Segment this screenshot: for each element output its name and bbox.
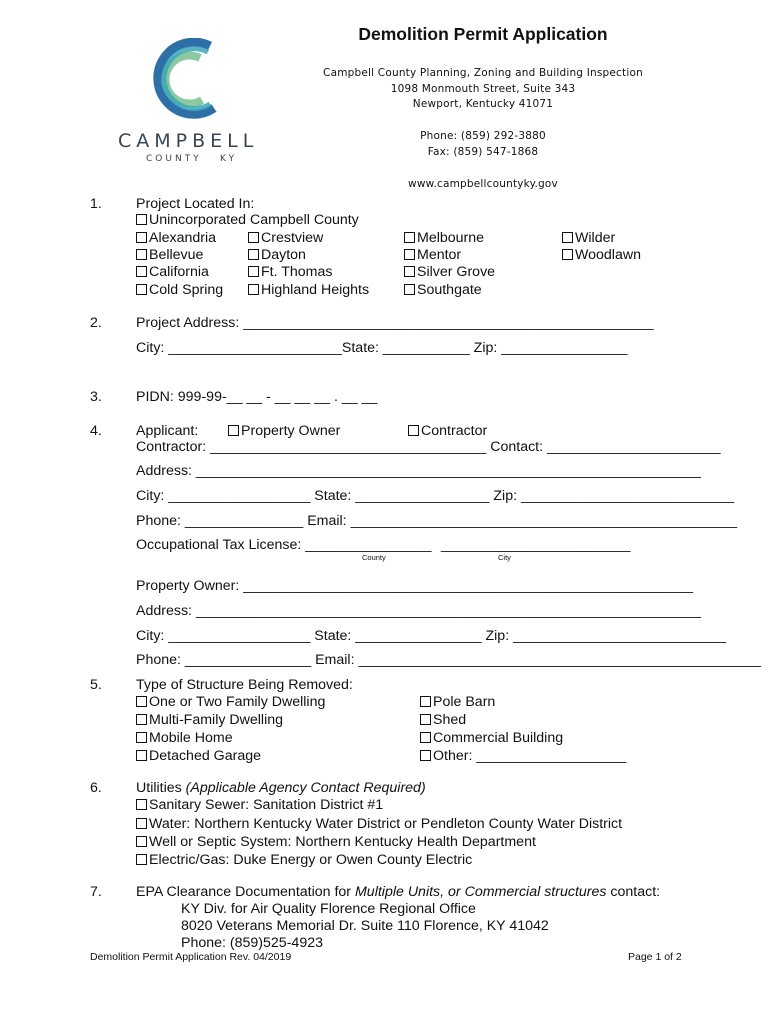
option-label: Silver Grove [417, 264, 496, 280]
option-label: Mobile Home [149, 730, 233, 746]
option-label: Highland Heights [261, 282, 370, 298]
option-label: Other: ___________________ [433, 748, 627, 764]
checkbox-icon[interactable] [248, 266, 259, 277]
occupational-tax-city-field[interactable]: ________________________ [441, 537, 631, 553]
option-label: Unincorporated Campbell County [149, 212, 359, 228]
occupational-tax-license-field[interactable]: Occupational Tax License: ________________ [136, 537, 432, 553]
footer-page-number: Page 1 of 2 [628, 951, 682, 963]
city-option-alexandria[interactable] [136, 230, 216, 247]
option-label: Cold Spring [149, 282, 224, 298]
city-option-dayton[interactable] [248, 247, 306, 264]
checkbox-icon[interactable] [404, 266, 415, 277]
logo-name: CAMPBELL [118, 130, 259, 152]
checkbox-icon[interactable] [136, 799, 147, 810]
option-label: Bellevue [149, 247, 204, 263]
pidn-field[interactable]: PIDN: 999-99-__ __ - __ __ __ . __ __ [136, 389, 378, 405]
structure-option-pole-barn[interactable] [420, 694, 495, 711]
applicant-contractor-option[interactable] [408, 423, 487, 440]
dept-fax: Fax: (859) 547-1868 [427, 146, 539, 158]
option-label: Wilder [575, 230, 616, 246]
city-option-highland-heights[interactable] [248, 282, 369, 299]
logo-c-mark-icon [110, 38, 280, 128]
city-option-silver-grove[interactable] [404, 264, 495, 281]
epa-text-c: contact: [606, 884, 661, 900]
structure-option-shed[interactable] [420, 712, 466, 729]
epa-text-b: Multiple Units, or Commercial structures [354, 884, 607, 900]
contractor-address-field[interactable]: Address: ________________________________________________________________ [136, 463, 701, 479]
utility-option-sewer[interactable] [136, 797, 383, 814]
checkbox-icon[interactable] [404, 249, 415, 260]
option-label: Commercial Building [433, 730, 564, 746]
city-option-cold-spring[interactable] [136, 282, 223, 299]
page-title: Demolition Permit Application [358, 24, 608, 44]
structure-option-detached-garage[interactable] [136, 748, 261, 765]
logo-state: KY [220, 154, 238, 164]
contractor-contact-field[interactable]: Contractor: ___________________________________ Contact: ______________________ [136, 439, 721, 455]
checkbox-icon[interactable] [136, 696, 147, 707]
option-label: Property Owner [241, 423, 341, 439]
county-caption: County [362, 553, 386, 562]
option-label: Southgate [417, 282, 482, 298]
epa-office-phone: Phone: (859)525-4923 [181, 935, 323, 951]
option-label: California [149, 264, 209, 280]
structure-option-commercial[interactable] [420, 730, 563, 747]
option-label: Pole Barn [433, 694, 496, 710]
city-option-southgate[interactable] [404, 282, 482, 299]
option-label: Sanitary Sewer: Sanitation District #1 [149, 797, 384, 813]
city-option-california[interactable] [136, 264, 209, 281]
dept-phone: Phone: (859) 292-3880 [420, 130, 546, 142]
epa-text-a: EPA Clearance Documentation for [136, 884, 355, 900]
contractor-city-state-zip-field[interactable]: City: __________________ State: _________________ Zip: ___________________________ [136, 488, 735, 504]
epa-clearance-text [136, 884, 660, 901]
utility-option-well-septic[interactable] [136, 834, 536, 851]
section-1-label: Project Located In: [136, 196, 255, 212]
checkbox-icon[interactable] [136, 214, 147, 225]
option-label: Contractor [421, 423, 488, 439]
project-city-state-zip-field[interactable]: City: ______________________State: ___________ Zip: ________________ [136, 340, 628, 356]
option-label: Water: Northern Kentucky Water District or Pendleton County Water District [149, 816, 623, 832]
city-option-woodlawn[interactable] [562, 247, 641, 264]
section-3-number: 3. [90, 389, 102, 405]
checkbox-icon[interactable] [136, 284, 147, 295]
checkbox-icon[interactable] [136, 818, 147, 829]
section-1-number: 1. [90, 196, 102, 212]
structure-option-mobile-home[interactable] [136, 730, 233, 747]
owner-address-field[interactable]: Address: ________________________________________________________________ [136, 603, 701, 619]
checkbox-icon[interactable] [562, 249, 573, 260]
option-label: Electric/Gas: Duke Energy or Owen County Electric [149, 852, 473, 868]
checkbox-icon[interactable] [136, 249, 147, 260]
checkbox-icon[interactable] [248, 232, 259, 243]
contractor-phone-email-field[interactable]: Phone: _______________ Email: _________________________________________________ [136, 513, 738, 529]
option-label: Dayton [261, 247, 306, 263]
dept-website[interactable]: www.campbellcountyky.gov [408, 178, 558, 190]
city-option-ft-thomas[interactable] [248, 264, 333, 281]
county-logo [110, 38, 280, 168]
section-2-number: 2. [90, 315, 102, 331]
owner-city-state-zip-field[interactable]: City: __________________ State: ________________ Zip: ___________________________ [136, 628, 727, 644]
checkbox-icon[interactable] [420, 696, 431, 707]
option-label: Melbourne [417, 230, 485, 246]
checkbox-icon[interactable] [562, 232, 573, 243]
dept-name: Campbell County Planning, Zoning and Building Inspection [323, 67, 643, 79]
option-label: Shed [433, 712, 467, 728]
city-option-crestview[interactable] [248, 230, 323, 247]
option-label: Detached Garage [149, 748, 261, 764]
dept-street: 1098 Monmouth Street, Suite 343 [390, 83, 576, 95]
dept-city: Newport, Kentucky 41071 [412, 98, 554, 110]
checkbox-icon[interactable] [136, 714, 147, 725]
section-6-number: 6. [90, 780, 102, 796]
structure-option-other[interactable] [420, 748, 626, 765]
property-owner-field[interactable]: Property Owner: _________________________________________________________ [136, 578, 693, 594]
section-7-number: 7. [90, 884, 102, 900]
checkbox-icon[interactable] [136, 232, 147, 243]
option-label: One or Two Family Dwelling [149, 694, 326, 710]
checkbox-icon[interactable] [136, 732, 147, 743]
checkbox-icon[interactable] [404, 284, 415, 295]
option-label: Ft. Thomas [261, 264, 333, 280]
checkbox-unincorporated[interactable] [136, 212, 359, 229]
utilities-label-note: (Applicable Agency Contact Required) [185, 780, 426, 796]
option-label: Woodlawn [575, 247, 641, 263]
checkbox-icon[interactable] [404, 232, 415, 243]
option-label: Crestview [261, 230, 324, 246]
owner-phone-email-field[interactable]: Phone: ________________ Email: ___________________________________________________ [136, 652, 761, 668]
checkbox-icon[interactable] [228, 425, 239, 436]
applicant-label: Applicant: [136, 423, 199, 439]
option-label: Alexandria [149, 230, 217, 246]
checkbox-icon[interactable] [136, 836, 147, 847]
section-5-number: 5. [90, 677, 102, 693]
utility-option-water[interactable] [136, 816, 622, 833]
checkbox-icon[interactable] [408, 425, 419, 436]
checkbox-icon[interactable] [420, 750, 431, 761]
checkbox-icon[interactable] [248, 249, 259, 260]
project-address-field[interactable]: Project Address: ____________________________________________________ [136, 315, 654, 331]
structure-option-single-family[interactable] [136, 694, 325, 711]
city-option-bellevue[interactable] [136, 247, 203, 264]
structure-option-multi-family[interactable] [136, 712, 283, 729]
footer-revision: Demolition Permit Application Rev. 04/2019 [90, 951, 292, 963]
city-option-melbourne[interactable] [404, 230, 484, 247]
checkbox-icon[interactable] [136, 750, 147, 761]
structure-type-label: Type of Structure Being Removed: [136, 677, 353, 693]
utilities-label-text: Utilities [136, 780, 186, 796]
checkbox-icon[interactable] [248, 284, 259, 295]
checkbox-icon[interactable] [420, 714, 431, 725]
option-label: Mentor [417, 247, 462, 263]
option-label: Multi-Family Dwelling [149, 712, 284, 728]
city-caption: City [498, 553, 511, 562]
epa-office-address: 8020 Veterans Memorial Dr. Suite 110 Florence, KY 41042 [181, 918, 549, 934]
option-label: Well or Septic System: Northern Kentucky Health Department [149, 834, 536, 850]
checkbox-icon[interactable] [136, 266, 147, 277]
checkbox-icon[interactable] [420, 732, 431, 743]
utilities-label [136, 780, 426, 797]
logo-sub: COUNTY [146, 154, 202, 164]
section-4-number: 4. [90, 423, 102, 439]
epa-office-name: KY Div. for Air Quality Florence Regional Office [181, 901, 476, 917]
city-option-mentor[interactable] [404, 247, 461, 264]
utility-option-electric-gas[interactable] [136, 852, 472, 869]
city-option-wilder[interactable] [562, 230, 615, 247]
checkbox-icon[interactable] [136, 854, 147, 865]
applicant-property-owner-option[interactable] [228, 423, 340, 440]
